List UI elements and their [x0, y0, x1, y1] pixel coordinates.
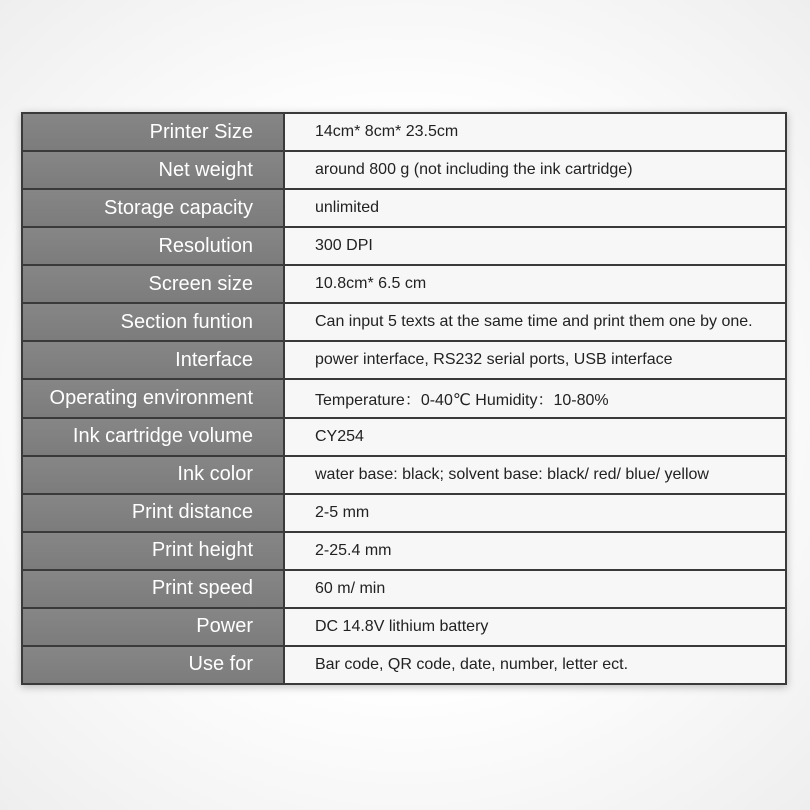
spec-row-ink-color [23, 457, 785, 495]
spec-row-storage-capacity [23, 190, 785, 228]
spec-value: 300 DPI [285, 228, 785, 264]
spec-label: Use for [23, 647, 285, 683]
spec-table [21, 112, 787, 685]
spec-label: Resolution [23, 228, 285, 264]
spec-row-print-speed [23, 571, 785, 609]
spec-label: Ink cartridge volume [23, 419, 285, 455]
spec-label: Screen size [23, 266, 285, 302]
spec-value: 14cm* 8cm* 23.5cm [285, 114, 785, 150]
spec-label: Section funtion [23, 304, 285, 340]
spec-label: Net weight [23, 152, 285, 188]
spec-row-print-distance [23, 495, 785, 533]
spec-row-resolution [23, 228, 785, 266]
spec-value: unlimited [285, 190, 785, 226]
spec-row-interface [23, 342, 785, 380]
spec-value: 60 m/ min [285, 571, 785, 607]
spec-row-printer-size [23, 114, 785, 152]
spec-label: Power [23, 609, 285, 645]
spec-label: Storage capacity [23, 190, 285, 226]
spec-label: Ink color [23, 457, 285, 493]
spec-value: 10.8cm* 6.5 cm [285, 266, 785, 302]
spec-value: Temperature：0-40℃ Humidity：10-80% [285, 380, 785, 416]
spec-row-operating-environment [23, 380, 785, 418]
spec-value: water base: black; solvent base: black/ red/ blue/ yellow [285, 457, 785, 493]
spec-value: Bar code, QR code, date, number, letter ect. [285, 647, 785, 683]
spec-row-print-height [23, 533, 785, 571]
spec-value: Can input 5 texts at the same time and print them one by one. [285, 304, 785, 340]
spec-value: DC 14.8V lithium battery [285, 609, 785, 645]
spec-value: around 800 g (not including the ink cartridge) [285, 152, 785, 188]
spec-label: Print speed [23, 571, 285, 607]
spec-row-use-for [23, 647, 785, 683]
spec-row-ink-cartridge-volume [23, 419, 785, 457]
spec-label: Interface [23, 342, 285, 378]
spec-label: Print height [23, 533, 285, 569]
spec-row-section-function [23, 304, 785, 342]
spec-row-screen-size [23, 266, 785, 304]
spec-row-net-weight [23, 152, 785, 190]
spec-row-power [23, 609, 785, 647]
spec-label: Print distance [23, 495, 285, 531]
spec-value: 2-5 mm [285, 495, 785, 531]
spec-label: Operating environment [23, 380, 285, 416]
spec-value: CY254 [285, 419, 785, 455]
spec-value: 2-25.4 mm [285, 533, 785, 569]
spec-value: power interface, RS232 serial ports, USB interface [285, 342, 785, 378]
spec-label: Printer Size [23, 114, 285, 150]
